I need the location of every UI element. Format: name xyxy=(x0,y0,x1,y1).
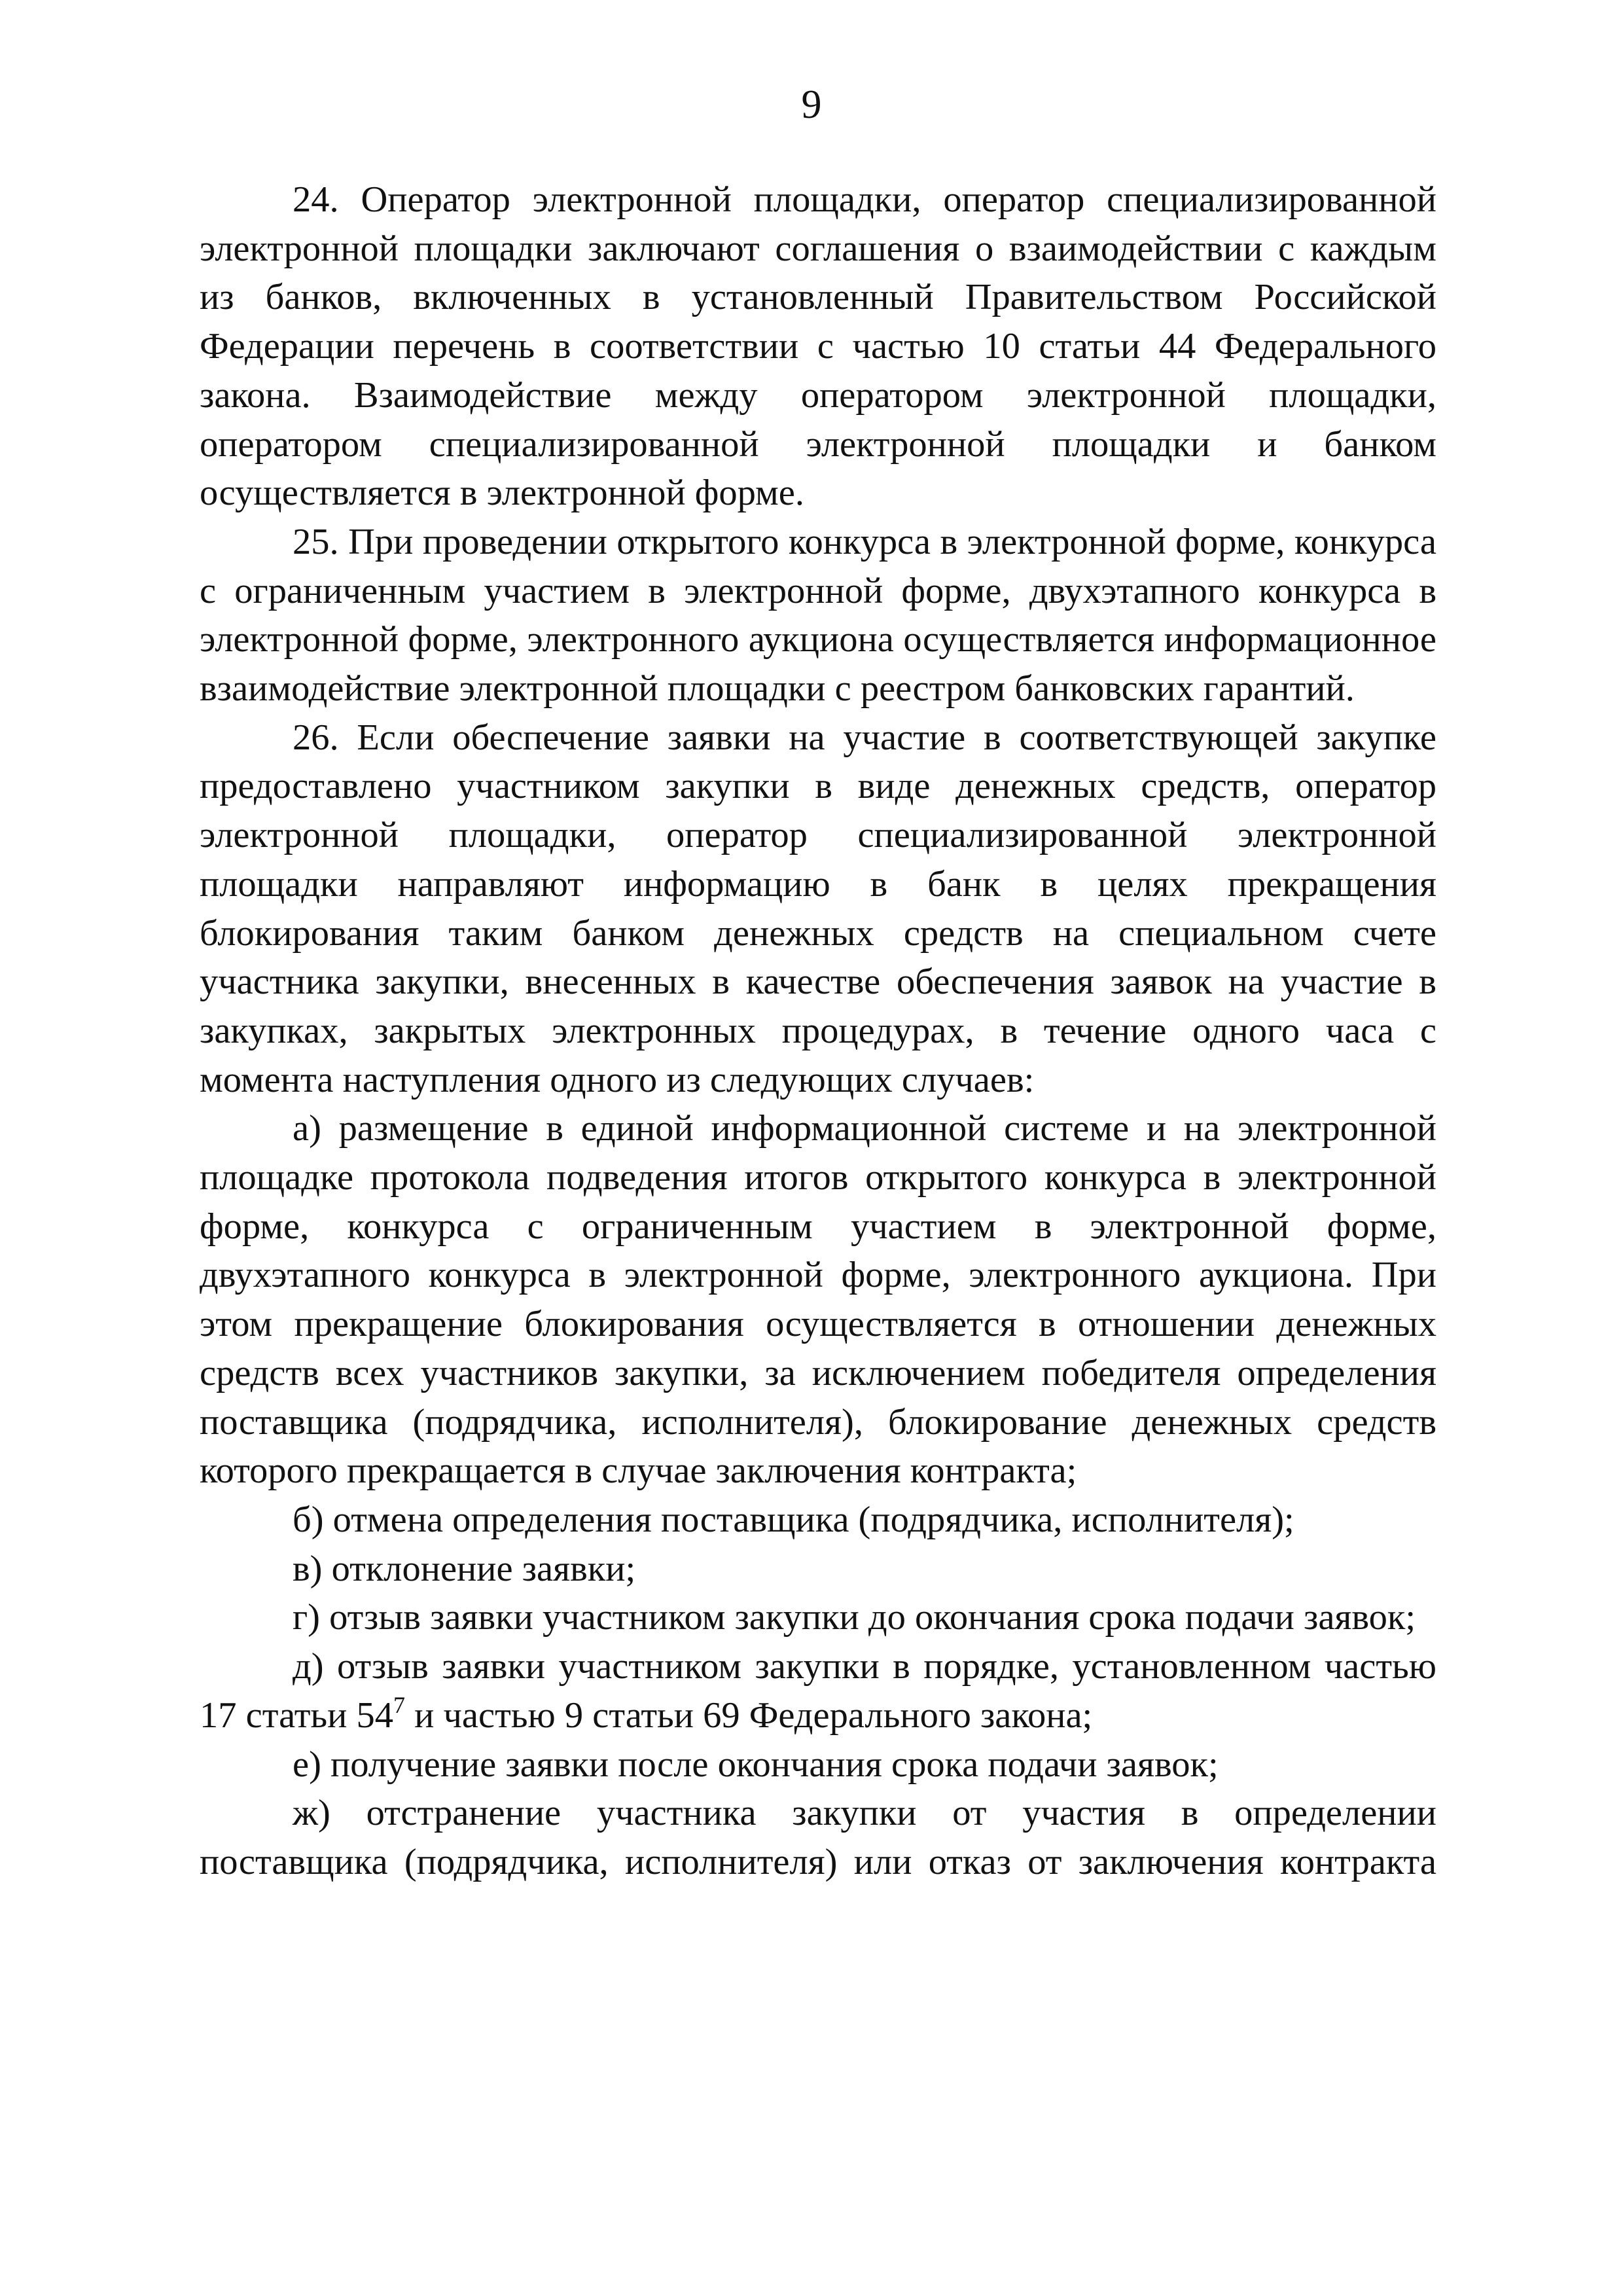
paragraph-item-g: г) отзыв заявки участником закупки до окончания срока подачи заявок; xyxy=(293,1597,1416,1638)
paragraph-24: 24. Оператор электронной площадки, оператор специализированной электронной площадки заключают соглашения о взаимодействии с каждым из банков, включенных в установленный Правительством Российской Федерации перечень в соответствии с частью 10 статьи 44 Федерального закона. Взаимодействие между оператором электронной площадки, оператором специализированной электронной площадки и банком осуществляется в электронной форме. xyxy=(200,179,1436,514)
paragraph-item-b: б) отмена определения поставщика (подрядчика, исполнителя); xyxy=(293,1499,1294,1540)
paragraph-item-zh: ж) отстранение участника закупки от участия в определении поставщика (подрядчика, исполнителя) или отказ от заключения контракта xyxy=(200,1793,1436,1882)
paragraph-item-d-text: д) отзыв заявки участником закупки в порядке, установленном частью 17 статьи 54 xyxy=(200,1646,1436,1736)
paragraph-item-a: а) размещение в единой информационной системе и на электронной площадке протокола подведения итогов открытого конкурса в электронной форме, конкурса с ограниченным участием в электронной форме, двухэтапного конкурса в электронной форме, электронного аукциона. При этом прекращение блокирования осуществляется в отношении денежных средств всех участников закупки, за исключением победителя определения поставщика (подрядчика, исполнителя), блокирование денежных средств которого прекращается в случае заключения контракта; xyxy=(200,1108,1436,1492)
paragraph-item-v: в) отклонение заявки; xyxy=(293,1548,636,1589)
page-number: 9 xyxy=(801,82,822,127)
superscript-reference: 7 xyxy=(393,1691,406,1718)
paragraph-25: 25. При проведении открытого конкурса в электронной форме, конкурса с ограниченным участием в электронной форме, двухэтапного конкурса в электронной форме, электронного аукциона осуществляется информационное взаимодействие электронной площадки с реестром банковских гарантий. xyxy=(200,521,1436,709)
paragraph-item-d xyxy=(200,1642,1436,1740)
paragraph-26: 26. Если обеспечение заявки на участие в соответствующей закупке предоставлено участником закупки в виде денежных средств, оператор электронной площадки, оператор специализированной электронной площадки направляют информацию в банк в целях прекращения блокирования таким банком денежных средств на специальном счете участника закупки, внесенных в качестве обеспечения заявок на участие в закупках, закрытых электронных процедурах, в течение одного часа с момента наступления одного из следующих случаев: xyxy=(200,717,1436,1100)
document-body xyxy=(200,175,1436,1887)
paragraph-item-d-text-end: и частью 9 статьи 69 Федерального закона; xyxy=(405,1695,1093,1736)
paragraph-item-e: е) получение заявки после окончания срока подачи заявок; xyxy=(293,1744,1219,1785)
